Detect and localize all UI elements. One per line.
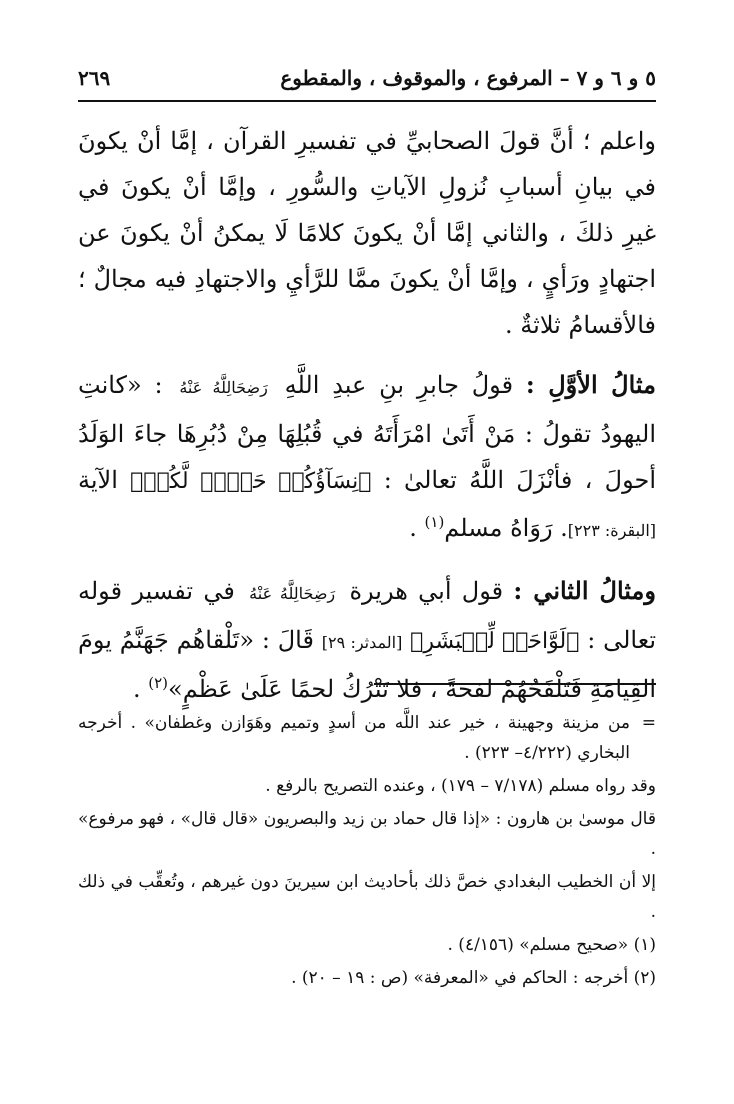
quran-verse: ﴿نِسَآؤُكُمۡ حَرۡثٞ لَّكُمۡ﴾ bbox=[130, 469, 372, 494]
verse-reference: [المدثر: ٢٩] bbox=[321, 633, 403, 652]
book-page bbox=[78, 0, 656, 1104]
footnote-continuation bbox=[78, 708, 656, 768]
footnote-line: وقد رواه مسلم (٧/١٧٨ – ١٧٩) ، وعنده التصريح بالرفع . bbox=[265, 776, 656, 796]
paragraph-example-one bbox=[78, 362, 656, 554]
honorific-glyph: رَضِحَالِلَّهُ عَنْهُ bbox=[179, 378, 268, 397]
page-number: ٢٦٩ bbox=[78, 66, 111, 90]
verse-reference: [البقرة: ٢٢٣] bbox=[567, 521, 656, 540]
footnote-mark-2: (٢) bbox=[148, 674, 169, 692]
footnote-2: (٢) أخرجه : الحاكم في «المعرفة» (ص : ١٩ – ٢٠) . bbox=[291, 968, 656, 988]
example-two-intro: قول أبي هريرة bbox=[349, 577, 504, 605]
paragraph-example-two bbox=[78, 568, 656, 712]
footnote-1: (١) «صحيح مسلم» (٤/١٥٦) . bbox=[447, 935, 656, 955]
example-two-text: في تفسير قوله تعالى : bbox=[78, 577, 657, 654]
example-two-text2: قَالَ : «تَلْقاهُم جَهَنَّمُ يومَ القِيامَةِ فَتَلْفَحُهُمْ لفحةً ، فلا تَتْرُكُ لحمًا عَلَىٰ عَظْمٍ» bbox=[78, 626, 656, 703]
paragraph-intro: واعلم ؛ أنَّ قولَ الصحابيِّ في تفسيرِ القرآن ، إمَّا أنْ يكونَ في بيانِ أسبابِ نُزولِ الآياتِ والسُّورِ ، وإمَّا أنْ يكونَ في غيرِ ذلكَ ، والثاني إمَّا أنْ يكونَ كلامًا لَا يمكنُ أنْ يكونَ عن اجتهادٍ ورَأيٍ ، وإمَّا أنْ يكونَ ممَّا للرَّأيِ والاجتهادِ فيه مجالٌ ؛ فالأقسامُ ثلاثةٌ . bbox=[78, 127, 657, 339]
running-head bbox=[78, 56, 656, 102]
example-two-final: . bbox=[132, 675, 141, 703]
quran-verse: ﴿لَوَّاحَةٞ لِّلۡبَشَرِ﴾ bbox=[410, 629, 580, 654]
main-text bbox=[78, 118, 656, 712]
example-one-ending: . رَوَاهُ مسلم bbox=[444, 514, 568, 542]
example-one-text: : «كانتِ اليهودُ تقولُ : مَنْ أَتَىٰ امْرَأَتَهُ في قُبُلِهَا مِنْ دُبُرِهَا جاءَ الوَلَدُ أحولَ ، فأنْزَلَ اللَّهُ تعالىٰ : bbox=[78, 371, 657, 494]
honorific-glyph: رَضِحَالِلَّهُ عَنْهُ bbox=[249, 584, 336, 603]
example-one-label: مثالُ الأوَّلِ : bbox=[525, 370, 656, 399]
example-one-after-verse: الآية bbox=[78, 466, 118, 494]
footnote-line: إلا أن الخطيب البغدادي خصَّ ذلك بأحاديث ابن سيرينَ دون غيرهم ، وتُعقِّب في ذلك . bbox=[78, 872, 656, 922]
header-title: ٥ و ٦ و ٧ – المرفوع ، والموقوف ، والمقطوع bbox=[280, 66, 656, 90]
footnote-line: قال موسىٰ بن هارون : «إذا قال حماد بن زيد والبصريون «قال قال» ، فهو مرفوع» . bbox=[78, 809, 656, 859]
example-two-label: ومثالُ الثاني : bbox=[513, 576, 656, 605]
continuation-text: من مزينة وجهينة ، خير عند اللَّه من أسدٍ وتميم وهَوَازن وغطفان» . أخرجه البخاري (٤/٢٢٢– ٢٢٣) . bbox=[78, 713, 630, 763]
example-one-intro: قولُ جابرِ بنِ عبدِ اللَّهِ bbox=[284, 371, 514, 399]
footnotes bbox=[78, 708, 656, 993]
footnote-divider bbox=[374, 683, 656, 685]
footnote-mark-1: (١) bbox=[424, 513, 445, 531]
continuation-mark: = bbox=[641, 713, 656, 733]
example-one-final: . bbox=[409, 514, 417, 542]
